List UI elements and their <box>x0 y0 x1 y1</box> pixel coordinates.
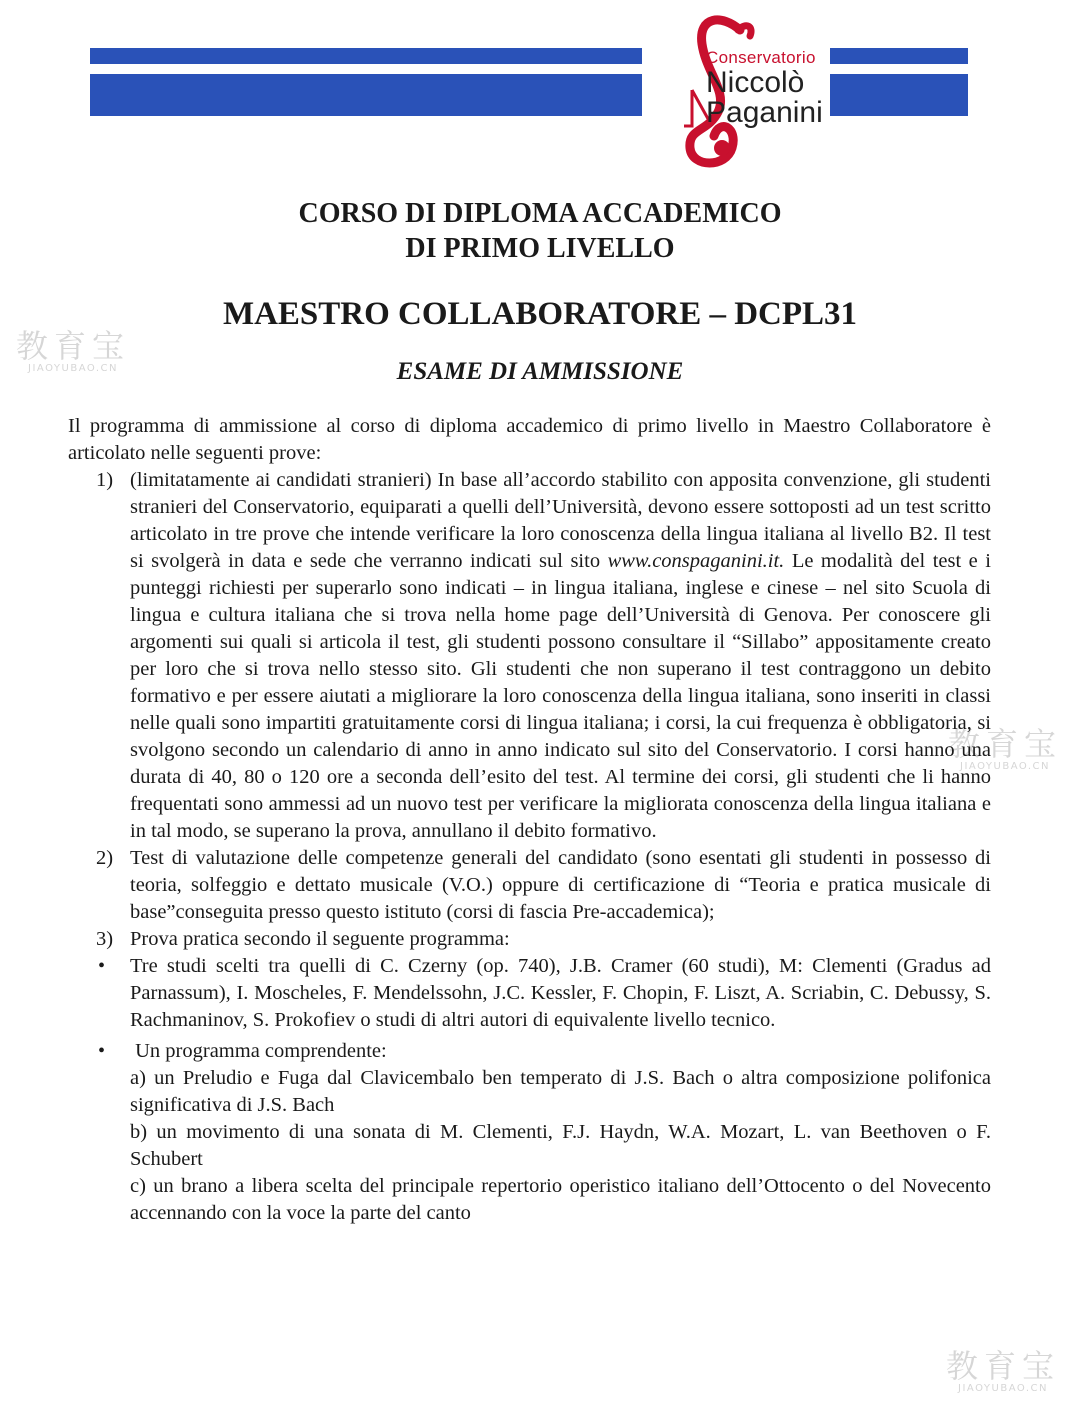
watermark-bottom-right <box>946 1347 1061 1394</box>
conservatorio-logo <box>590 8 840 173</box>
watermark-domain: JIAOYUBAO.CN <box>28 363 118 374</box>
sub-item-b: b) un movimento di una sonata di M. Clementi, F.J. Haydn, W.A. Mozart, L. van Beethoven o F. Schubert <box>130 1121 991 1170</box>
list-item-text: Test di valutazione delle competenze generali del candidato (sono esentati gli studenti in possesso di teoria, solfeggio e dettato musicale (V.O.) oppure di certificazione di “Teoria e pratica musicale di base”conseguita presso questo istituto (corsi di fascia Pre-accademica); <box>130 847 991 923</box>
course-title: MAESTRO COLLABORATORE – DCPL31 <box>222 296 858 332</box>
watermark-domain: JIAOYUBAO.CN <box>958 1383 1048 1394</box>
document-body <box>68 413 991 1227</box>
item-1-text-before: (limitatamente ai candidati stranieri) In base all’accordo stabilito con apposita convenzione, gli studenti stranieri del Conservatorio, equiparati a quelli dell’Università, devono essere sottoposti ad un test scritto articolato in tre prove che intende verificare la loro conoscenza della lingua italiana al livello B2. Il test si svolgerà in data e sede che verranno indicati sul sito <box>130 469 991 572</box>
item-1-text-after: Le modalità del test e i punteggi richiesti per superarlo sono indicati – in lingua italiana, inglese e cinese – nel sito Scuola di lingua e cultura italiana che si trova nella home page dell’Università di Genova. Per conoscere gli argomenti sui quali si articola il test, gli studenti possono consultare il “Sillabo” appositamente creato per loro che si trova nello stesso sito. Gli studenti che non superano il test contraggono un debito formativo e per essere aiutati a migliorare la loro conoscenza della lingua italiana, sono inseriti in classi nelle quali sono impartiti gratuitamente corsi di lingua italiana; i corsi, la cui frequenza è obbligatoria, si svolgono secondo un calendario di anno in anno indicato sul sito del Conservatorio. I corsi hanno una durata di 40, 80 o 120 ore a seconda dell’esito del test. Al termine dei corsi, gli studenti che li hanno frequentati sono ammessi ad un nuovo test per verificare la migliorata conoscenza della lingua italiana e in tal modo, se superano la prova, annullano il debito formativo. <box>130 550 991 842</box>
list-item-text: Prova pratica secondo il seguente programma: <box>130 928 510 950</box>
logo-line-conservatorio: Conservatorio <box>706 48 816 67</box>
header-band-thin-left <box>90 48 642 64</box>
bullet-text: Un programma comprendente: <box>130 1040 387 1062</box>
watermark-text: 教育宝 <box>16 327 131 365</box>
header-band-thin-right <box>828 48 968 64</box>
bullet-icon: • <box>98 1040 106 1062</box>
bullet-body <box>130 1038 991 1227</box>
bullet-item-2 <box>68 1038 991 1227</box>
list-marker: 1) <box>96 469 114 491</box>
bullet-item-1 <box>68 953 991 1034</box>
title-line-1: CORSO DI DIPLOMA ACCADEMICO <box>298 198 782 229</box>
sub-item-a: a) un Preludio e Fuga dal Clavicembalo ben temperato di J.S. Bach o altra composizione polifonica significativa di J.S. Bach <box>130 1067 991 1116</box>
list-item-2 <box>68 845 991 926</box>
intro-paragraph: Il programma di ammissione al corso di diploma accademico di primo livello in Maestro Collaboratore è articolato nelle seguenti prove: <box>68 415 991 464</box>
logo-line-paganini: Paganini <box>706 96 823 129</box>
list-marker: 3) <box>96 928 114 950</box>
header-band-thick-left <box>90 74 642 116</box>
list-item-1 <box>68 467 991 845</box>
watermark-domain: JIAOYUBAO.CN <box>960 761 1050 772</box>
watermark-text: 教育宝 <box>946 1347 1061 1385</box>
list-item-3 <box>68 926 991 953</box>
sub-item-c: c) un brano a libera scelta del principale repertorio operistico italiano dell’Ottocento o del Novecento accennando con la voce la parte del canto <box>130 1175 991 1224</box>
bullet-text: Tre studi scelti tra quelli di C. Czerny (op. 740), J.B. Cramer (60 studi), M: Clementi (Gradus ad Parnassum), I. Moscheles, F. Mendelssohn, J.C. Kessler, F. Chopin, F. Liszt, A. Scriabin, C. Debussy, S. Rachmaninov, S. Prokofiev o studi di altri autori di equivalente livello tecnico. <box>130 955 991 1031</box>
exam-heading: ESAME DI AMMISSIONE <box>396 358 684 385</box>
watermark-text: 教育宝 <box>948 725 1063 763</box>
title-line-2: DI PRIMO LIVELLO <box>405 233 675 264</box>
list-marker: 2) <box>96 847 114 869</box>
logo-line-niccolo: Niccolò <box>706 66 805 99</box>
website-url: www.conspaganini.it. <box>607 550 785 572</box>
header-band-thick-right <box>828 74 968 116</box>
bullet-icon: • <box>98 955 106 977</box>
list-item-text <box>130 467 991 845</box>
